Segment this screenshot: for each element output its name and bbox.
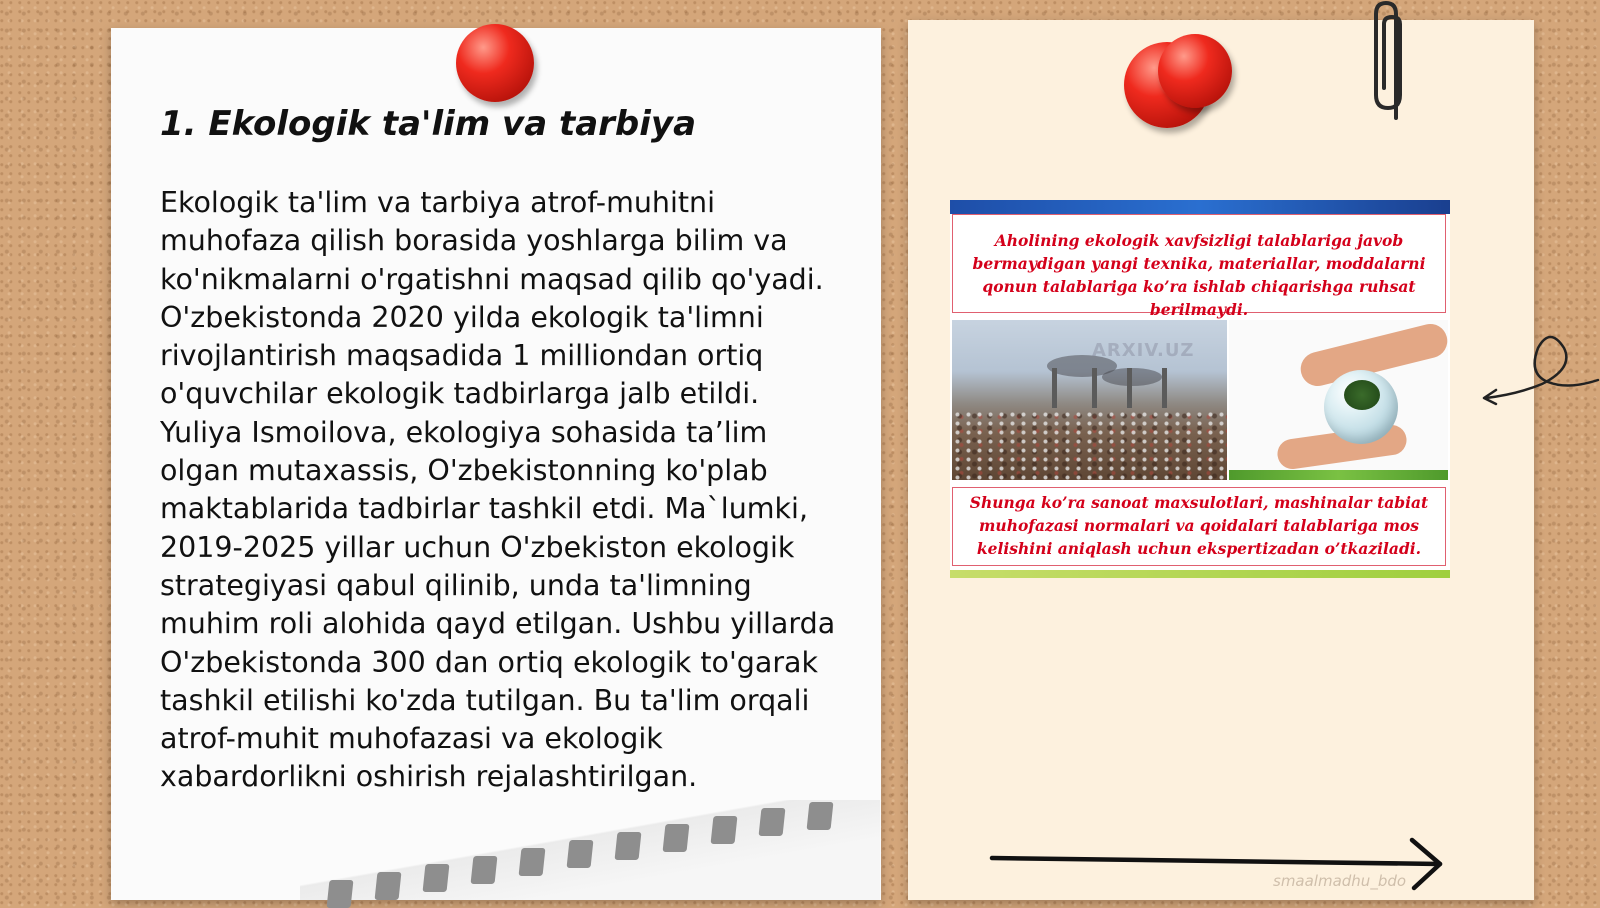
tear-tab [711,816,738,844]
tear-tab [327,880,354,908]
chimney [1052,368,1057,408]
tear-tab [759,808,786,836]
tree-icon [1344,380,1380,410]
panel-top-band [950,200,1450,214]
hands-globe-photo [1229,320,1448,480]
chimney [1162,368,1167,408]
tear-tab [471,856,498,884]
watermark: ARXIV.UZ [1092,340,1195,361]
slide-title: 1. Ekologik ta'lim va tarbiya [160,104,697,144]
credit-text: smaalmadhu_bdo [1273,872,1407,890]
grass-strip [1229,470,1448,480]
paper-clip-icon [1368,0,1418,125]
chimney [1127,368,1132,408]
torn-paper-strip [300,800,880,900]
tear-tab [615,832,642,860]
panel-bottom-band [950,570,1450,578]
tear-tab [663,824,690,852]
tear-tab [567,840,594,868]
tear-tab [423,864,450,892]
eco-image-panel [950,200,1450,578]
smoke-cloud [1102,368,1162,386]
push-pin-icon [456,24,534,102]
image-bottom-caption: Shunga ko’ra sanoat maxsulotlari, mashinalar tabiat muhofazasi normalari va qoidalari talablariga mos kelishini aniqlash uchun ekspertizadan o’tkaziladi. [952,487,1446,566]
garbage-field [952,410,1227,480]
image-top-caption: Aholining ekologik xavfsizligi talablariga javob bermaydigan yangi texnika, materiallar, moddalarni qonun talablariga ko’ra ishlab chiqarishga ruhsat berilmaydi. [952,214,1446,313]
loop-arrow-doodle-icon [1478,318,1600,408]
tear-tab [807,802,834,830]
chimney [1092,368,1097,408]
body-paragraph: Ekologik ta'lim va tarbiya atrof-muhitni muhofaza qilish borasida yoshlarga bilim va ko'nikmalarni o'rgatishni maqsad qilib qo'yadi. O'zbekistonda 2020 yilda ekologik ta'limni rivojlantirish maqsadida 1 milliondan ortiq o'quvchilar ekologik tadbirlarga jalb etildi. Yuliya Ismoilova, ekologiya sohasida ta’lim olgan mutaxassis, O'zbekistonning ko'plab maktablarida tadbirlar tashkil etdi. Ma`lumki, 2019-2025 yillar uchun O'zbekiston ekologik strategiyasi qabul qilinib, unda ta'limning muhim roli alohida qayd etilgan. Ushbu yillarda O'zbekistonda 300 dan ortiq ekologik to'garak tashkil etilishi ko'zda tutilgan. Bu ta'lim orqali atrof-muhit muhofazasi va ekologik xabardorlikni oshirish rejalashtirilgan. [160,186,836,794]
tear-tab [519,848,546,876]
tear-tab [375,872,402,900]
push-pin-icon [1158,34,1232,108]
